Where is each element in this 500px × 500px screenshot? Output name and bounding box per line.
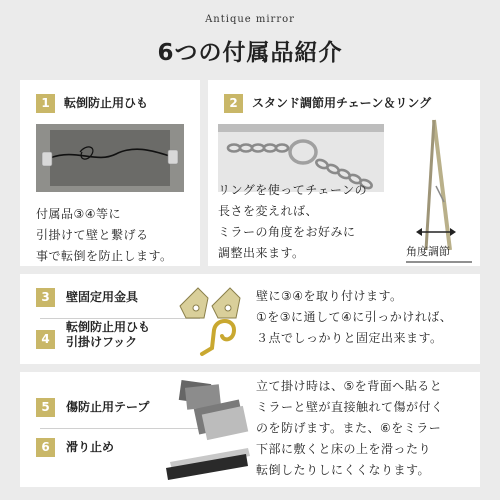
instruction-line: 立て掛け時は、⑤を背面へ貼ると <box>256 379 443 393</box>
cord-illustration <box>36 124 184 192</box>
accessory-label-hook <box>66 320 150 350</box>
instruction-line: 転倒したりしにくくなります。 <box>256 463 431 477</box>
description-line: 付属品③④等に <box>36 207 122 221</box>
instruction-line: のを防げます。また、⑥をミラー <box>256 421 442 435</box>
angle-adjust-annotation: 角度調節 <box>406 245 450 258</box>
tape-mat-illustration <box>136 376 254 482</box>
cord-photo <box>36 124 184 192</box>
instruction-line: ３点でしっかりと固定出来ます。 <box>256 331 443 345</box>
accessory-label-anti-slip: 滑り止め <box>66 440 115 454</box>
number-badge-1: 1 <box>36 94 55 113</box>
description-line: 調整出来ます。 <box>218 246 305 260</box>
accessory-label-chain: スタンド調節用チェーン＆リング <box>252 96 432 110</box>
label-line: 引掛けフック <box>66 335 138 349</box>
instruction-line: 壁に③④を取り付けます。 <box>256 289 403 303</box>
description-line: ミラーの角度をお好みに <box>218 225 356 239</box>
number-badge-2: 2 <box>224 94 243 113</box>
header-subtitle: Antique mirror <box>205 14 295 25</box>
number-badge-4: 4 <box>36 330 55 349</box>
accessory-panel-wall-fixing <box>20 274 480 364</box>
mirror-angle-illustration <box>392 116 476 264</box>
description-line: 事で転倒を防止します。 <box>36 249 173 263</box>
instruction-line: ①を③に通して④に引っかければ、 <box>256 310 453 324</box>
description-line: 引掛けて壁と繋げる <box>36 228 149 242</box>
accessory-label-cord: 転倒防止用ひも <box>64 96 149 110</box>
accessory-label-protection-tape: 傷防止用テープ <box>66 400 150 414</box>
page-title: 6つの付属品紹介 <box>157 40 343 66</box>
number-badge-3: 3 <box>36 288 55 307</box>
accessory-panel-cord <box>20 80 200 266</box>
number-badge-5: 5 <box>36 398 55 417</box>
description-line: リングを使ってチェーンの <box>218 183 368 197</box>
accessory-panel-protection <box>20 372 480 487</box>
accessory-panel-chain <box>208 80 480 266</box>
bracket-hook-illustration <box>172 278 260 360</box>
number-badge-6: 6 <box>36 438 55 457</box>
accessory-label-wall-bracket: 壁固定用金具 <box>66 290 139 304</box>
instruction-line: ミラーと壁が直接触れて傷が付く <box>256 400 444 414</box>
label-line: 転倒防止用ひも <box>66 320 151 334</box>
description-line: 長さを変えれば、 <box>218 204 319 218</box>
instruction-line: 下部に敷くと床の上を滑ったり <box>256 442 432 456</box>
